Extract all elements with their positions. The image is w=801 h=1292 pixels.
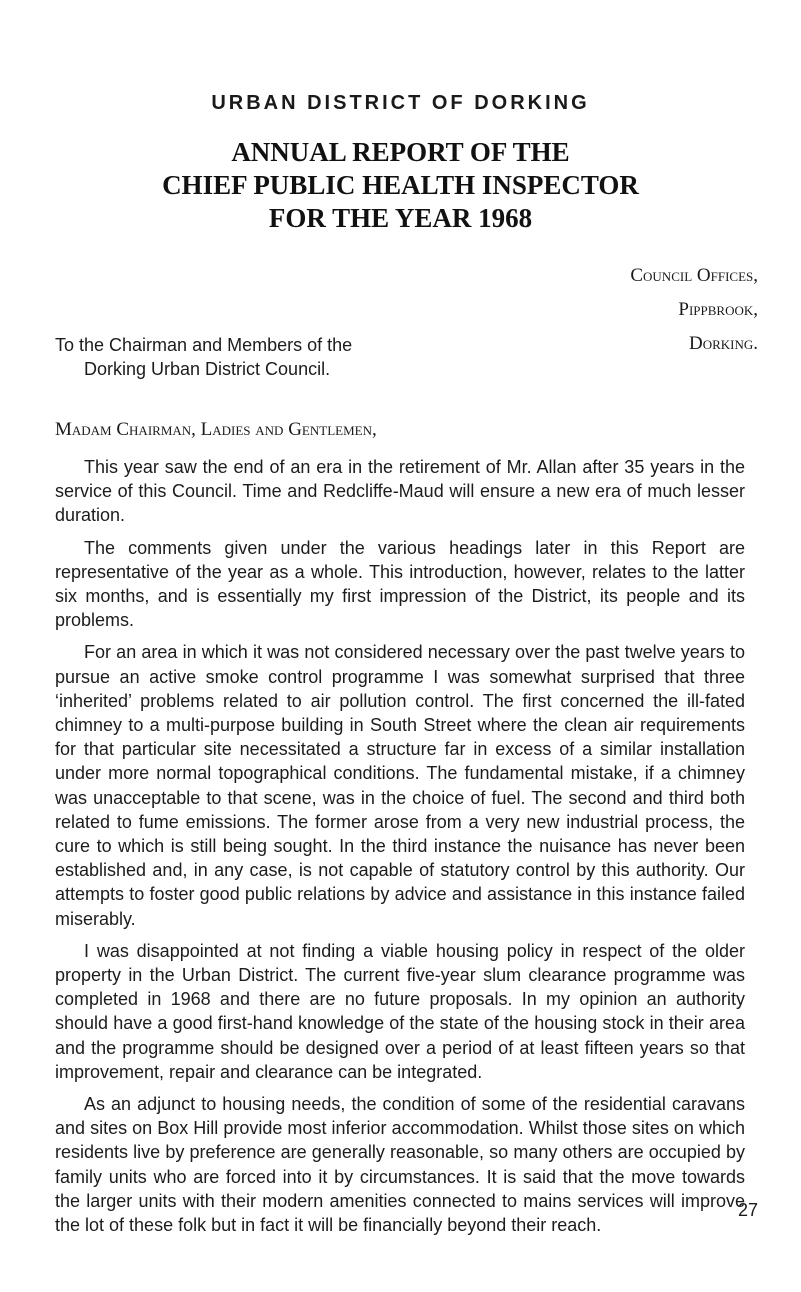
title-line: CHIEF PUBLIC HEALTH INSPECTOR <box>162 170 639 200</box>
addressee-line: Dorking Urban District Council. <box>84 359 331 379</box>
body-paragraph: This year saw the end of an era in the retirement of Mr. Allan after 35 years in the service of this Council. Time and Redcliffe-Maud will ensure a new era of much lesser duration. <box>55 457 745 526</box>
title-line: FOR THE YEAR 1968 <box>268 203 533 233</box>
district-heading: URBAN DISTRICT OF DORKING <box>211 92 590 114</box>
report-body <box>55 455 745 1245</box>
report-title <box>0 136 801 235</box>
body-paragraph: The comments given under the various headings later in this Report are representative of the year as a whole. This introduction, however, relates to the latter six months, and is essentially my first impression of the District, its people and its problems. <box>55 537 745 631</box>
body-paragraph: As an adjunct to housing needs, the condition of some of the residential caravans and sites on Box Hill provide most inferior accommodation. Whilst those sites on which residents live by preference are generally reasonable, so many others are occupied by family units who are forced into it by circumstances. It is said that the move towards the larger units with their modern amenities connected to mains services will improve the lot of these folk but in fact it will be financially beyond their reach. <box>55 1094 745 1236</box>
addressee-line: To the Chairman and Members of the <box>55 335 353 355</box>
body-paragraph: For an area in which it was not considered necessary over the past twelve years to pursue an active smoke control programme I was somewhat surprised that three ‘inherited’ problems related to air pollution control. The first concerned the ill-fated chimney to a multi-purpose building in South Street where the clean air requirements for that particular site necessitated a structure far in excess of a similar installation under more normal topographical conditions. The fundamental mistake, if a chimney was unacceptable to that scene, was in the choice of fuel. The second and third both related to fume emissions. The former arose from a very new industrial process, the cure to which is still being sought. In the third instance the nuisance has never been established and, in any case, is not capable of statutory control by this authority. Our attempts to foster good public relations by advice and assistance in this instance failed miserably. <box>55 642 745 929</box>
address-line: Council Offices, <box>630 265 758 286</box>
greeting: Madam Chairman, Ladies and Gentlemen, <box>55 419 377 440</box>
title-line: ANNUAL REPORT OF THE <box>231 137 570 167</box>
address-line: Dorking. <box>688 333 758 354</box>
body-paragraph: I was disappointed at not finding a viable housing policy in respect of the older property in the Urban District. The current five-year slum clearance programme was completed in 1968 and there are no future proposals. In my opinion an authority should have a good first-hand knowledge of the state of the housing stock in their area and the programme should be designed over a period of at least fifteen years so that improvement, repair and clearance can be integrated. <box>55 940 745 1082</box>
addressee <box>55 333 352 381</box>
page-number: 27 <box>737 1200 758 1220</box>
address-line: Pippbrook, <box>678 299 758 320</box>
sender-address <box>630 259 758 361</box>
